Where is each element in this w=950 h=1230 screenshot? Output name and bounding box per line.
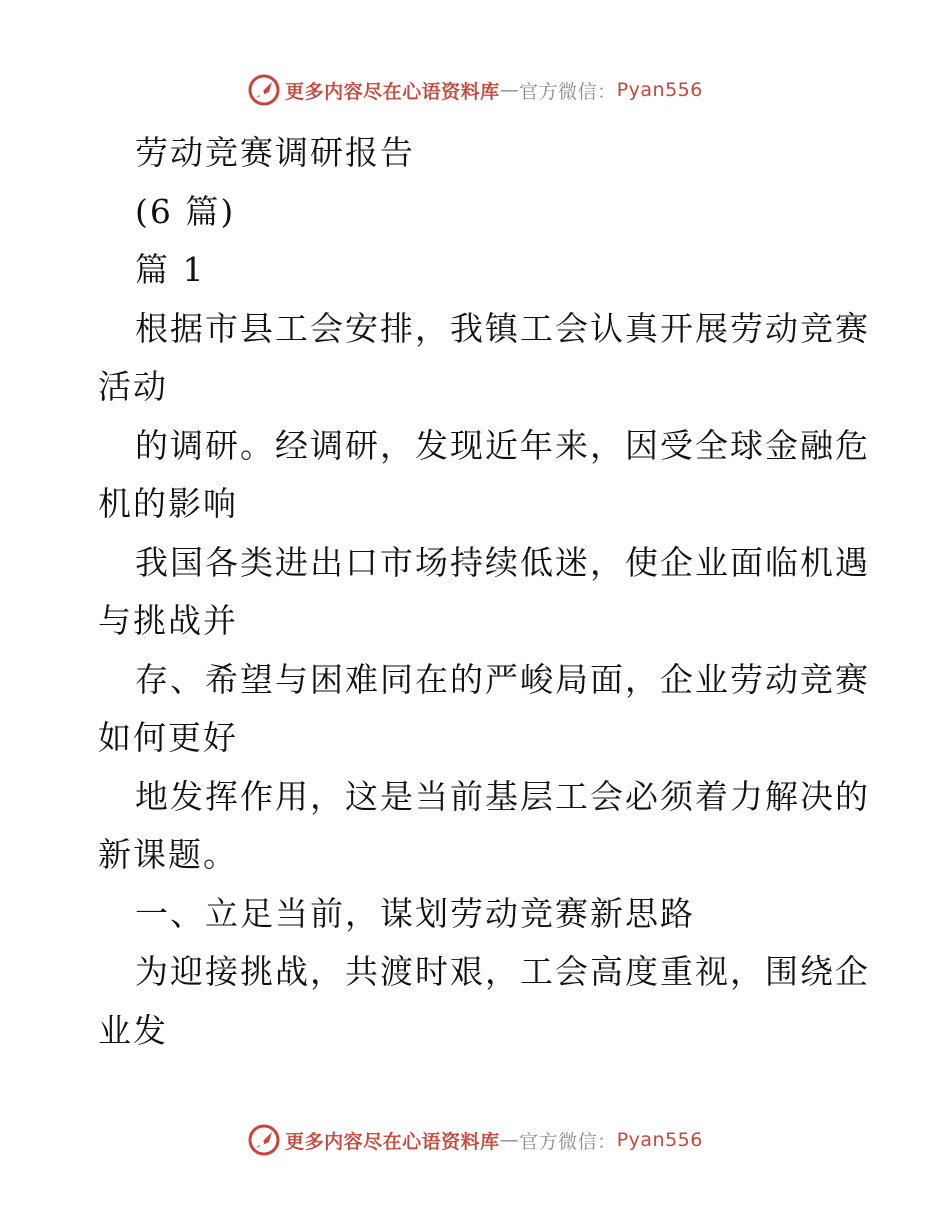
text-line: 根据市县工会安排，我镇工会认真开展劳动竞赛 (135, 308, 870, 348)
text-line: 机的影响 (98, 484, 238, 523)
watermark-dash: — (499, 1129, 520, 1151)
text-line: 活动 (98, 367, 168, 406)
text-line: 地发挥作用，这是当前基层工会必须着力解决的 (135, 776, 870, 816)
text-line: 新课题。 (98, 835, 238, 874)
text-line: 篇 1 (135, 250, 206, 289)
text-line: 劳动竞赛调研报告 (135, 133, 415, 172)
document-body (98, 124, 870, 1060)
footer-watermark (0, 1120, 950, 1160)
watermark-wechat-id: Pyan556 (616, 79, 703, 101)
watermark-main-text: 更多内容尽在心语资料库 (285, 1130, 500, 1153)
text-line: (6 篇) (135, 191, 236, 231)
header-watermark (0, 70, 950, 110)
text-line: 我国各类进出口市场持续低迷，使企业面临机遇 (135, 542, 870, 582)
text-line: 一、立足当前，谋划劳动竞赛新思路 (135, 893, 695, 933)
watermark-main-text: 更多内容尽在心语资料库 (285, 80, 500, 103)
watermark-dash: — (499, 79, 520, 101)
text-line: 如何更好 (98, 718, 238, 757)
text-line: 与挑战并 (98, 601, 238, 640)
text-line: 业发 (98, 1010, 168, 1050)
text-line: 存、希望与困难同在的严峻局面，企业劳动竞赛 (135, 659, 870, 699)
quill-logo-icon (247, 1123, 281, 1157)
watermark-channel-text: 官方微信： (519, 80, 617, 103)
quill-logo-icon (247, 73, 281, 107)
watermark-wechat-id: Pyan556 (616, 1129, 703, 1151)
watermark-channel-text: 官方微信： (519, 1130, 617, 1153)
text-line: 的调研。经调研，发现近年来，因受全球金融危 (135, 425, 870, 465)
text-line: 为迎接挑战，共渡时艰，工会高度重视，围绕企 (135, 952, 870, 991)
